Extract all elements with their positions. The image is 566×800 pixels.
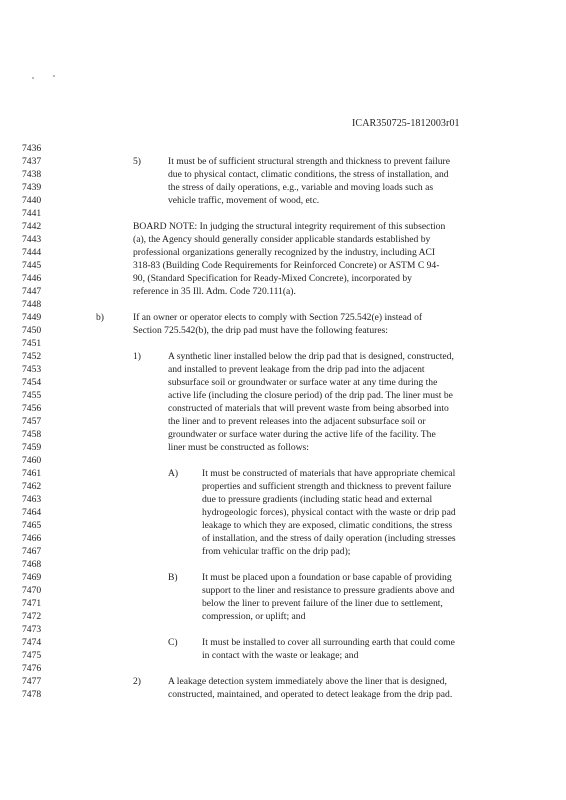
line-number: 7448: [22, 299, 42, 310]
line-number: 7458: [22, 429, 42, 440]
item-2-text: A leakage detection system immediately above the liner that is designed,: [168, 676, 447, 687]
item-marker-5: 5): [133, 156, 141, 167]
line-number: 7469: [22, 572, 42, 583]
item-1-text: liner must be constructed as follows:: [168, 442, 309, 453]
scan-specks: [30, 72, 70, 82]
line-number: 7476: [22, 663, 42, 674]
line-number: 7441: [22, 208, 42, 219]
item-1-text: groundwater or surface water during the active life of the facility. The: [168, 429, 436, 440]
line-number: 7473: [22, 624, 42, 635]
item-marker-2: 2): [133, 676, 141, 687]
item-1-text: constructed of materials that will prevent waste from being absorbed into: [168, 403, 449, 414]
line-number: 7467: [22, 546, 42, 557]
line-number: 7445: [22, 260, 42, 271]
line-number: 7442: [22, 221, 42, 232]
line-number: 7456: [22, 403, 42, 414]
subitem-B-text: compression, or uplift; and: [202, 611, 306, 622]
line-number: 7478: [22, 689, 42, 700]
board-note: (a), the Agency should generally consider applicable standards established by: [133, 234, 431, 245]
line-number: 7463: [22, 494, 42, 505]
line-number: 7455: [22, 390, 42, 401]
item-1-text: subsurface soil or groundwater or surface water at any time during the: [168, 377, 438, 388]
line-number: 7461: [22, 468, 42, 479]
item-1-text: active life (including the closure period) of the drip pad. The liner must be: [168, 390, 453, 401]
subitem-A-text: properties and sufficient strength and thickness to prevent failure: [202, 481, 452, 492]
subsection-marker-b: b): [96, 312, 104, 323]
line-number: 7475: [22, 650, 42, 661]
subitem-marker-A: A): [168, 468, 179, 479]
subitem-B-text: support to the liner and resistance to pressure gradients above and: [202, 585, 455, 596]
subitem-A-text: due to pressure gradients (including static head and external: [202, 494, 433, 505]
line-number: 7436: [22, 143, 42, 154]
subitem-A-text: leakage to which they are exposed, climatic conditions, the stress: [202, 520, 453, 531]
line-number: 7447: [22, 286, 42, 297]
item-2-text: constructed, maintained, and operated to detect leakage from the drip pad.: [168, 689, 453, 700]
item-5-text: It must be of sufficient structural strength and thickness to prevent failure: [168, 156, 450, 167]
line-number: 7440: [22, 195, 42, 206]
line-number: 7472: [22, 611, 42, 622]
line-number: 7449: [22, 312, 42, 323]
line-number: 7459: [22, 442, 42, 453]
subitem-A-text: hydrogeologic forces), physical contact with the waste or drip pad: [202, 507, 456, 518]
subitem-C-text: It must be installed to cover all surrounding earth that could come: [202, 637, 455, 648]
line-number: 7451: [22, 338, 42, 349]
document-id: ICAR350725-1812003r01: [352, 118, 460, 129]
line-number: 7446: [22, 273, 42, 284]
item-1-text: and installed to prevent leakage from the drip pad into the adjacent: [168, 364, 425, 375]
subitem-A-text: of installation, and the stress of daily operation (including stresses: [202, 533, 456, 544]
line-number: 7468: [22, 559, 42, 570]
line-number: 7464: [22, 507, 42, 518]
line-number: 7466: [22, 533, 42, 544]
line-number: 7437: [22, 156, 42, 167]
line-number: 7443: [22, 234, 42, 245]
item-marker-1: 1): [133, 351, 141, 362]
line-number: 7454: [22, 377, 42, 388]
subitem-B-text: It must be placed upon a foundation or base capable of providing: [202, 572, 452, 583]
subitem-B-text: below the liner to prevent failure of the liner due to settlement,: [202, 598, 443, 609]
line-number: 7452: [22, 351, 42, 362]
item-1-text: A synthetic liner installed below the drip pad that is designed, constructed,: [168, 351, 454, 362]
subsection-b-text: Section 725.542(b), the drip pad must have the following features:: [133, 325, 388, 336]
line-number: 7471: [22, 598, 42, 609]
line-number: 7462: [22, 481, 42, 492]
line-number: 7474: [22, 637, 42, 648]
line-number: 7438: [22, 169, 42, 180]
line-number: 7453: [22, 364, 42, 375]
line-number: 7450: [22, 325, 42, 336]
board-note: reference in 35 Ill. Adm. Code 720.111(a).: [133, 286, 296, 297]
subitem-marker-B: B): [168, 572, 178, 583]
item-5-text: the stress of daily operations, e.g., variable and moving loads such as: [168, 182, 434, 193]
line-number: 7439: [22, 182, 42, 193]
item-5-text: due to physical contact, climatic conditions, the stress of installation, and: [168, 169, 449, 180]
line-number: 7465: [22, 520, 42, 531]
board-note: professional organizations generally recognized by the industry, including ACI: [133, 247, 436, 258]
item-1-text: the liner and to prevent releases into the adjacent subsurface soil or: [168, 416, 426, 427]
line-number: 7470: [22, 585, 42, 596]
subitem-A-text: It must be constructed of materials that have appropriate chemical: [202, 468, 456, 479]
board-note: BOARD NOTE: In judging the structural integrity requirement of this subsection: [133, 221, 446, 232]
line-number: 7477: [22, 676, 42, 687]
subitem-marker-C: C): [168, 637, 178, 648]
subsection-b-text: If an owner or operator elects to comply with Section 725.542(e) instead of: [133, 312, 423, 323]
subitem-A-text: from vehicular traffic on the drip pad);: [202, 546, 351, 557]
board-note: 90, (Standard Specification for Ready-Mixed Concrete), incorporated by: [133, 273, 412, 284]
item-5-text: vehicle traffic, movement of wood, etc.: [168, 195, 320, 206]
subitem-C-text: in contact with the waste or leakage; and: [202, 650, 359, 661]
line-number: 7444: [22, 247, 42, 258]
line-number: 7460: [22, 455, 42, 466]
line-number: 7457: [22, 416, 42, 427]
board-note: 318-83 (Building Code Requirements for Reinforced Concrete) or ASTM C 94-: [133, 260, 440, 271]
